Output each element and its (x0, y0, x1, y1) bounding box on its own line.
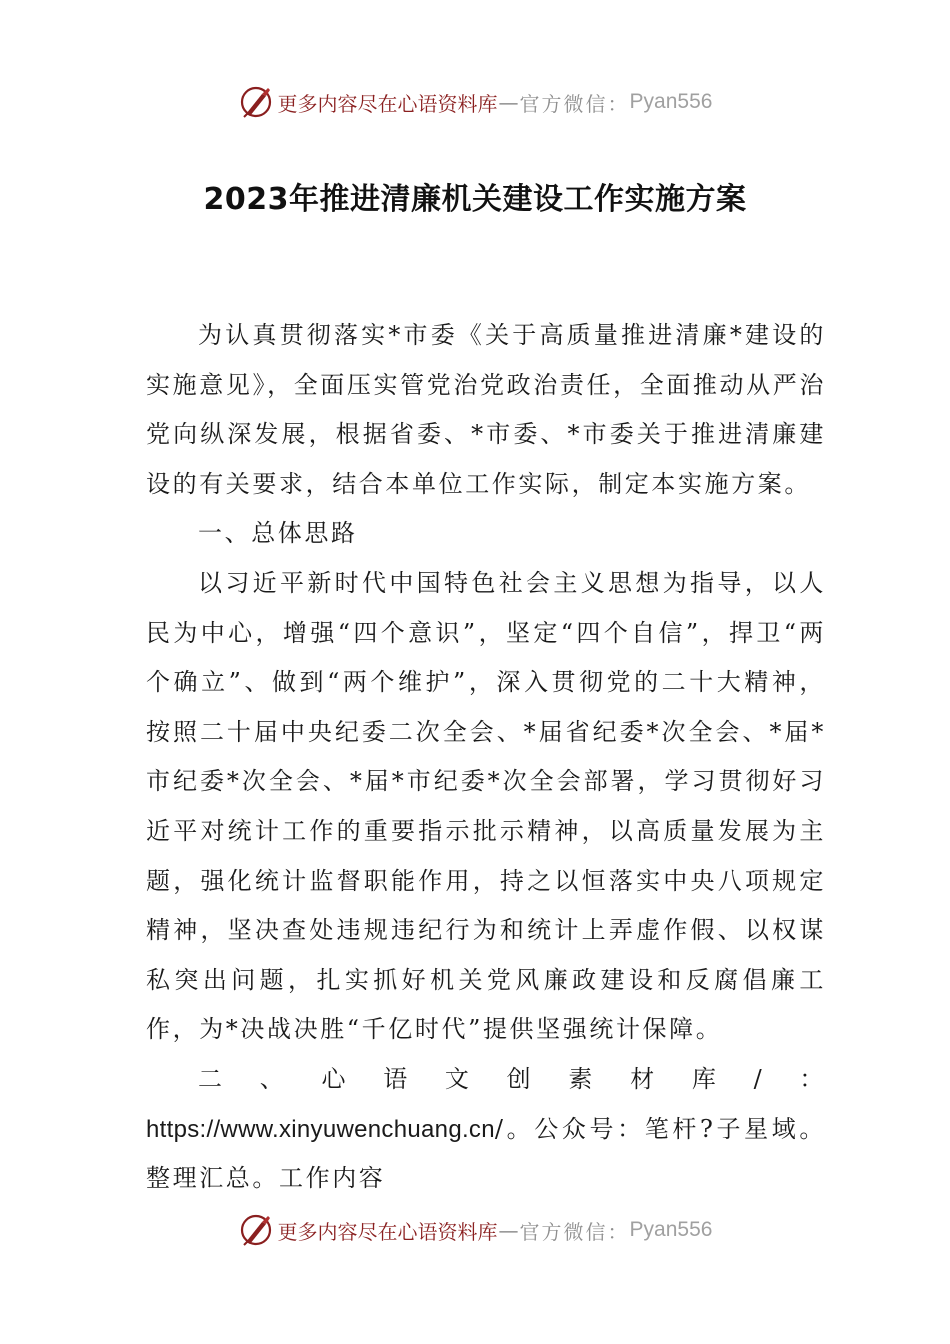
section2-prefix: 二、心语文创素材库/： (198, 1064, 826, 1093)
section-body-overall-approach: 以习近平新时代中国特色社会主义思想为指导，以人民为中心，增强“四个意识”，坚定“四个自信”，捍卫“两个确立”、做到“两个维护”，深入贯彻党的二十大精神，按照二十届中央纪委二次全会、*届省纪委*次全会、*届*市纪委*次全会、*届*市纪委*次全会部署，学习贯彻好习近平对统计工作的重要指示批示精神，以高质量发展为主题，强化统计监督职能作用，持之以恒落实中央八项规定精神，坚决查处违规违纪行为和统计上弄虚作假、以权谋私突出问题，扎实抓好机关党风廉政建设和反腐倡廉工作，为*决战决胜“千亿时代”提供坚强统计保障。 (146, 568, 826, 1044)
pen-nib-logo-icon (238, 84, 274, 120)
banner-brand-text: 更多内容尽在心语资料库 (277, 91, 498, 116)
banner-wechat-label: 官方微信： (519, 91, 630, 116)
banner-wechat-label: 官方微信： (519, 1219, 630, 1244)
banner-brand-text: 更多内容尽在心语资料库 (277, 1219, 498, 1244)
header-banner (0, 82, 950, 122)
source-url-link[interactable]: https://www.xinyuwenchuang.cn (146, 1115, 495, 1143)
pen-nib-logo-icon (238, 1212, 274, 1248)
banner-wechat-id: Pyan556 (629, 1218, 713, 1241)
banner-separator: — (498, 1218, 519, 1242)
section2-suffix: /。公众号：笔杆?子星域。整理汇总。工作内容 (146, 1114, 826, 1193)
document-body (146, 311, 826, 1204)
footer-banner (0, 1210, 950, 1250)
intro-paragraph: 为认真贯彻落实*市委《关于高质量推进清廉*建设的实施意见》，全面压实管党治党政治责任，全面推动从严治党向纵深发展，根据省委、*市委、*市委关于推进清廉建设的有关要求，结合本单位工作实际，制定本实施方案。 (146, 321, 826, 498)
banner-wechat-id: Pyan556 (629, 90, 713, 113)
section-heading-work-content (146, 1055, 826, 1204)
document-title: 2023年推进清廉机关建设工作实施方案 (203, 182, 747, 217)
banner-separator: — (498, 90, 519, 114)
section-heading-overall-approach: 一、总体思路 (198, 519, 358, 548)
